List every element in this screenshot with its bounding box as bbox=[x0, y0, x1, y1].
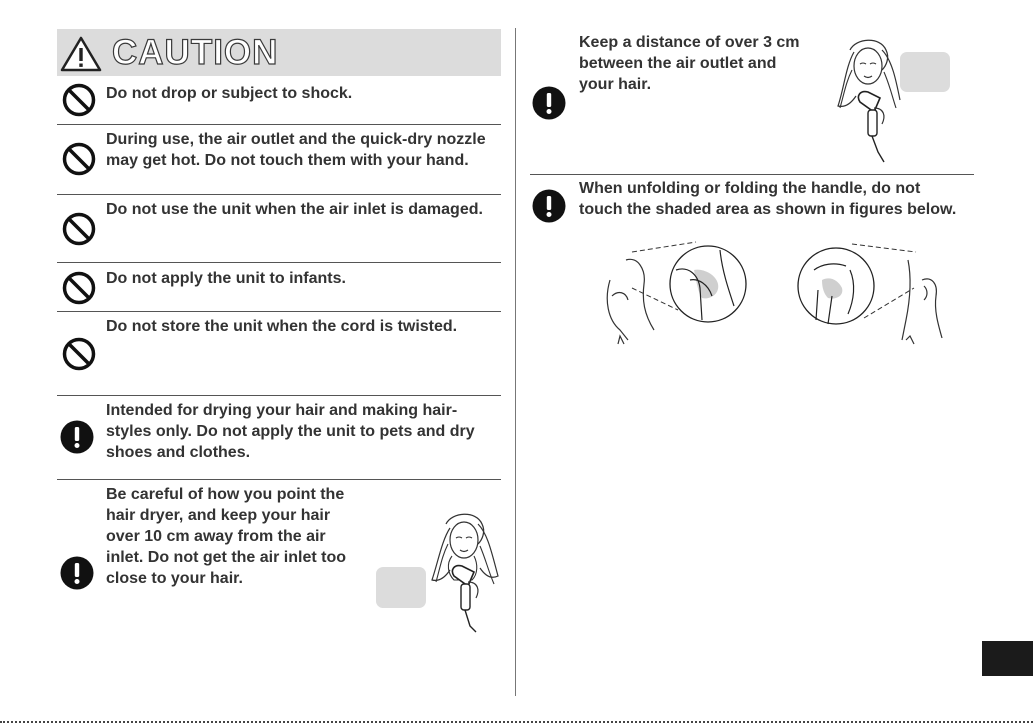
caution-title: CAUTION bbox=[112, 33, 279, 72]
shaded-area-marker bbox=[376, 567, 426, 608]
handle-unfold-figure bbox=[598, 240, 758, 350]
mandatory-icon bbox=[60, 556, 94, 590]
divider bbox=[57, 194, 501, 195]
prohibition-icon bbox=[62, 271, 96, 305]
item-text-line: close to your hair. bbox=[106, 570, 243, 587]
item-text-line: Keep a distance of over 3 cm bbox=[579, 34, 800, 51]
dotted-border bbox=[0, 721, 1033, 723]
item-text-line: During use, the air outlet and the quick-dry nozzle bbox=[106, 131, 486, 148]
divider bbox=[57, 479, 501, 480]
woman-hair-dryer-illustration bbox=[428, 510, 500, 640]
item-text-line: your hair. bbox=[579, 76, 652, 93]
mandatory-icon bbox=[60, 420, 94, 454]
item-text-line: shoes and clothes. bbox=[106, 444, 251, 461]
prohibition-icon bbox=[62, 142, 96, 176]
warning-triangle-icon bbox=[60, 36, 102, 72]
mandatory-icon bbox=[532, 189, 566, 223]
prohibition-icon bbox=[62, 337, 96, 371]
item-text-line: Be careful of how you point the bbox=[106, 486, 345, 503]
item-text-line: over 10 cm away from the air bbox=[106, 528, 326, 545]
item-text: Do not store the unit when the cord is twisted. bbox=[106, 318, 458, 335]
item-text: Do not use the unit when the air inlet is damaged. bbox=[106, 201, 483, 218]
item-text-line: touch the shaded area as shown in figures below. bbox=[579, 201, 957, 218]
item-text bbox=[106, 400, 475, 463]
divider bbox=[57, 395, 501, 396]
item-text-line: When unfolding or folding the handle, do not bbox=[579, 180, 921, 197]
divider bbox=[57, 311, 501, 312]
page-tab bbox=[982, 641, 1033, 676]
item-text-line: Intended for drying your hair and making hair- bbox=[106, 402, 458, 419]
item-text bbox=[579, 32, 800, 95]
item-text-line: between the air outlet and bbox=[579, 55, 777, 72]
column-divider bbox=[515, 28, 516, 696]
divider bbox=[530, 174, 974, 175]
mandatory-icon bbox=[532, 86, 566, 120]
handle-fold-figure bbox=[792, 240, 962, 350]
item-text bbox=[106, 484, 346, 589]
item-text: Do not apply the unit to infants. bbox=[106, 270, 346, 287]
divider bbox=[57, 262, 501, 263]
prohibition-icon bbox=[62, 212, 96, 246]
divider bbox=[57, 124, 501, 125]
item-text-line: hair dryer, and keep your hair bbox=[106, 507, 331, 524]
item-text-line: inlet. Do not get the air inlet too bbox=[106, 549, 346, 566]
shaded-area-marker bbox=[900, 52, 950, 92]
item-text bbox=[106, 129, 486, 171]
item-text: Do not drop or subject to shock. bbox=[106, 85, 353, 102]
item-text-line: may get hot. Do not touch them with your hand. bbox=[106, 152, 469, 169]
prohibition-icon bbox=[62, 83, 96, 117]
item-text-line: styles only. Do not apply the unit to pets and dry bbox=[106, 423, 475, 440]
item-text bbox=[579, 178, 956, 220]
woman-hair-dryer-illustration bbox=[832, 38, 904, 166]
